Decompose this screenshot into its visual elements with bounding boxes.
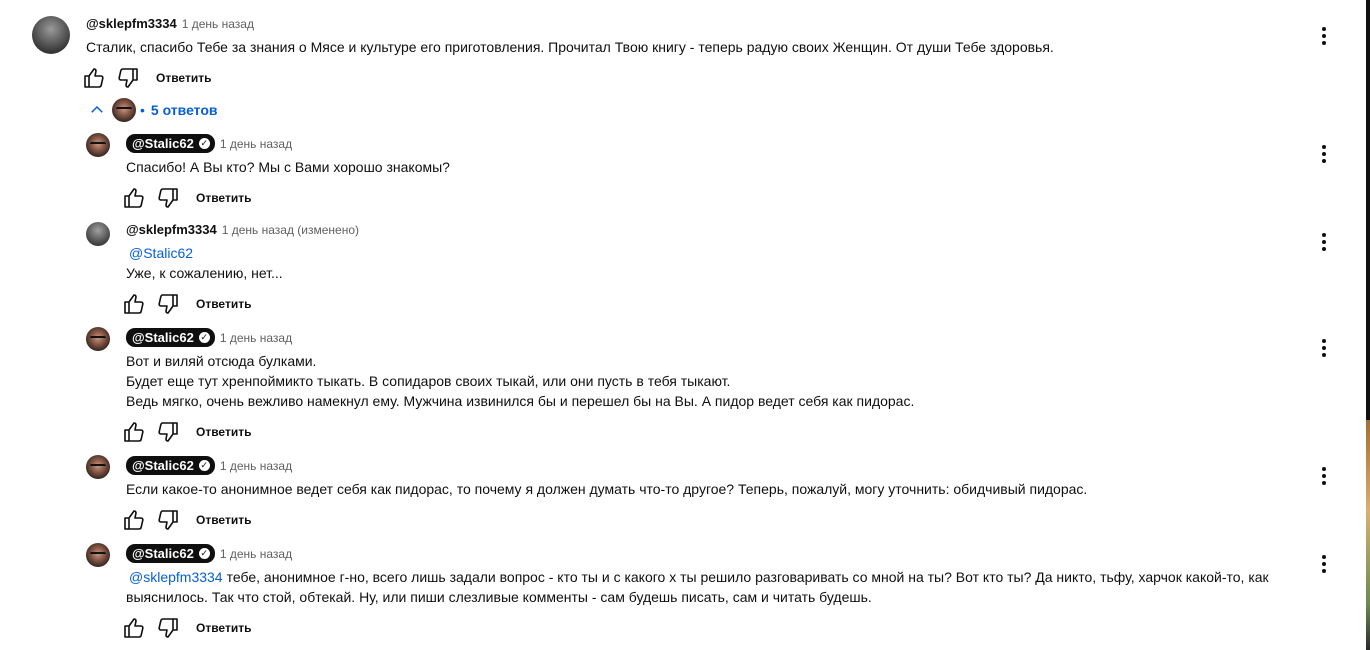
comment-actions (82, 66, 211, 90)
reply-button[interactable]: Ответить (156, 71, 212, 85)
avatar[interactable] (86, 455, 110, 479)
timestamp[interactable]: 1 день назад (изменено) (221, 222, 360, 237)
dislike-icon[interactable] (156, 420, 180, 444)
reply-actions (122, 420, 251, 444)
sidebar-thumbnail-edge[interactable] (1366, 420, 1370, 650)
timestamp[interactable]: 1 день назад (219, 136, 293, 151)
avatar[interactable] (86, 327, 110, 351)
author-name: @Stalic62 (132, 458, 194, 473)
creator-badge[interactable] (126, 328, 215, 347)
reply-header (126, 544, 292, 563)
reply-button[interactable]: Ответить (196, 191, 252, 205)
dislike-icon[interactable] (156, 186, 180, 210)
more-options-icon[interactable] (1314, 232, 1334, 252)
reply-text (126, 567, 1306, 607)
more-options-icon[interactable] (1314, 26, 1334, 46)
like-icon[interactable] (122, 186, 146, 210)
avatar[interactable] (86, 133, 110, 157)
reply-actions (122, 616, 251, 640)
reply-text: Если какое-то анонимное ведет себя как пидорас, то почему я должен думать что-то другое? Теперь, пожалуй, могу уточнить: обидчивый пидорас. (126, 481, 1088, 497)
verified-icon: ✓ (200, 332, 209, 342)
reply-actions (122, 508, 251, 532)
creator-badge[interactable] (126, 134, 215, 153)
avatar[interactable] (32, 16, 70, 54)
reply-button[interactable]: Ответить (196, 425, 252, 439)
like-icon[interactable] (122, 508, 146, 532)
reply-button[interactable]: Ответить (196, 297, 252, 311)
creator-badge[interactable] (126, 544, 215, 563)
reply-text: Спасибо! А Вы кто? Мы с Вами хорошо знакомы? (126, 159, 450, 175)
like-icon[interactable] (82, 66, 106, 90)
reply-header (126, 456, 292, 475)
dislike-icon[interactable] (116, 66, 140, 90)
more-options-icon[interactable] (1314, 338, 1334, 358)
reply-text: Уже, к сожалению, нет... (126, 265, 283, 281)
more-options-icon[interactable] (1314, 144, 1334, 164)
reply-actions (122, 186, 251, 210)
dislike-icon[interactable] (156, 508, 180, 532)
author-name: @Stalic62 (132, 136, 194, 151)
like-icon[interactable] (122, 420, 146, 444)
author-name: @Stalic62 (132, 546, 194, 561)
more-options-icon[interactable] (1314, 554, 1334, 574)
reply-button[interactable]: Ответить (196, 513, 252, 527)
like-icon[interactable] (122, 292, 146, 316)
dislike-icon[interactable] (156, 616, 180, 640)
dislike-icon[interactable] (156, 292, 180, 316)
verified-icon: ✓ (200, 138, 209, 148)
verified-icon: ✓ (200, 548, 209, 558)
comment-header (86, 16, 254, 31)
creator-badge[interactable] (126, 456, 215, 475)
reply-button[interactable]: Ответить (196, 621, 252, 635)
author-name[interactable]: @sklepfm3334 (126, 222, 217, 237)
timestamp[interactable]: 1 день назад (181, 16, 254, 31)
timestamp[interactable]: 1 день назад (219, 546, 293, 561)
reply-actions (122, 292, 251, 316)
chevron-up-icon (88, 101, 106, 119)
comment-text: Сталик, спасибо Тебе за знания о Мясе и культуре его приготовления. Прочитал Твою книгу - теперь радую своих Женщин. От души Тебе здоровья. (86, 39, 1054, 55)
reply-text-body: тебе, анонимное г-но, всего лишь задали вопрос - кто ты и с какого х ты решило разговаривать со мной на ты? Вот кто ты? Да никто, тьфу, харчок какой-то, как выяснилось. Так что стой, обтекай. Ну, или пиши слезливые комменты - сам будешь писать, сам и читать будешь. (126, 569, 1269, 605)
like-icon[interactable] (122, 616, 146, 640)
reply-header (126, 328, 292, 347)
replies-toggle-button[interactable] (88, 98, 218, 122)
timestamp[interactable]: 1 день назад (219, 330, 293, 345)
reply-text: Вот и виляй отсюда булками. Будет еще тут хренпоймикто тыкать. В сопидаров своих тыкай, или они пусть в тебя тыкают. Ведь мягко, очень вежливо намекнул ему. Мужчина извинился бы и перешел бы на Вы. А пидор ведет себя как пидорас. (126, 353, 915, 409)
author-name: @Stalic62 (132, 330, 194, 345)
separator-dot: • (140, 102, 145, 118)
avatar[interactable] (86, 222, 110, 246)
author-name[interactable]: @sklepfm3334 (86, 16, 177, 31)
verified-icon: ✓ (200, 460, 209, 470)
timestamp[interactable]: 1 день назад (219, 458, 293, 473)
avatar[interactable] (86, 543, 110, 567)
mention-link[interactable]: @sklepfm3334 (129, 569, 223, 585)
replies-count[interactable]: 5 ответов (150, 102, 218, 118)
reply-header (126, 222, 359, 237)
creator-avatar (112, 98, 136, 122)
reply-header (126, 134, 292, 153)
mention-link[interactable]: @Stalic62 (129, 245, 194, 261)
more-options-icon[interactable] (1314, 466, 1334, 486)
